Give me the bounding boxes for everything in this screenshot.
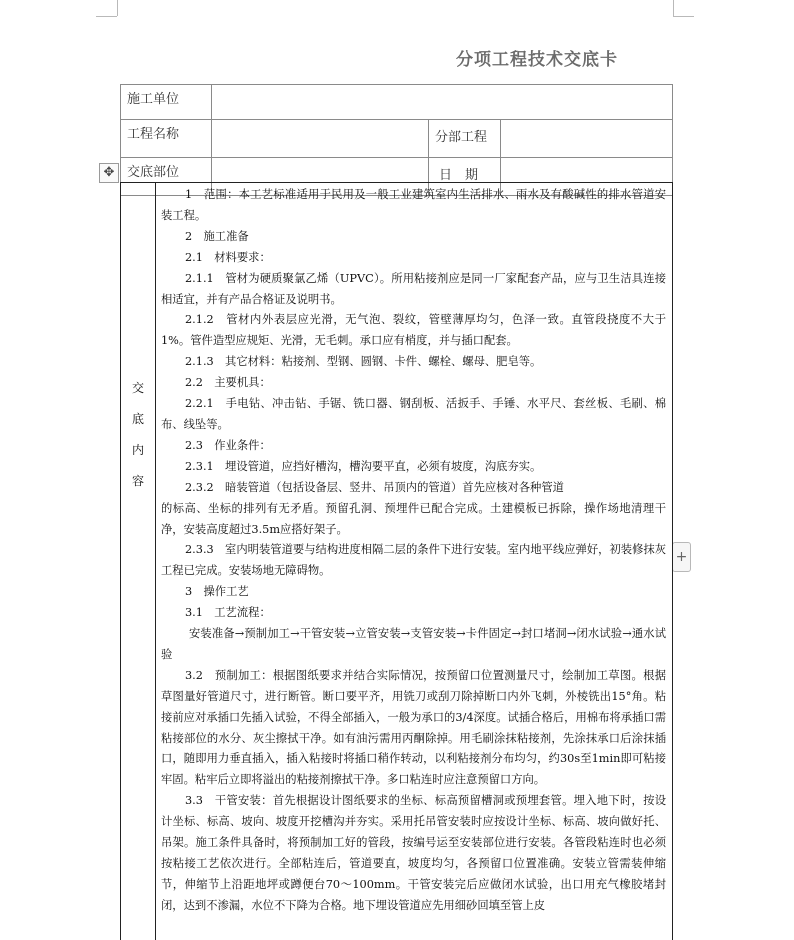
- paragraph: 2.2.1 手电钻、冲击钻、手锯、铣口器、钢刮板、活扳手、手锤、水平尺、套丝板、毛刷、棉布、线坠等。: [161, 397, 666, 431]
- paragraph: 2.1 材料要求：: [185, 250, 271, 264]
- page-corner-mark: [673, 0, 674, 16]
- paragraph: 3.3 干管安装：首先根据设计图纸要求的坐标、标高预留槽洞或预埋套管。埋入地下时，按设计坐标、标高、坡向、坡度开挖槽沟并夯实。采用托吊管安装时应按设计坐标、标高、坡向做好托、吊架。施工条件具备时，将预制加工好的管段，按编号运至安装部位进行安装。各管段粘连时也必须按粘接工艺依次进行。全部粘连后，管道要直，坡度均匀，各预留口位置准确。安装立管需装伸缩节，伸缩节上沿距地坪或蹲便台70～100mm。干管安装完后应做闭水试验，出口用充气橡胶堵封闭，达到不渗漏，水位不下降为合格。地下埋设管道应先用细砂回填至管上皮: [161, 794, 666, 912]
- sub-project-label: 分部工程: [429, 120, 501, 158]
- handover-content-table: [120, 182, 673, 940]
- project-name-field[interactable]: [212, 120, 429, 158]
- project-name-label: 工程名称: [121, 120, 212, 158]
- paragraph: 1 范围：本工艺标准适用于民用及一般工业建筑室内生活排水、雨水及有酸碱性的排水管道安装工程。: [161, 188, 666, 222]
- paragraph: 3 操作工艺: [185, 585, 249, 599]
- paragraph: 2.1.3 其它材料：粘接剂、型钢、圆钢、卡件、螺栓、螺母、肥皂等。: [185, 355, 542, 369]
- paragraph: 2.3.2 暗装管道（包括设备层、竖井、吊顶内的管道）首先应核对各种管道: [185, 480, 564, 494]
- paragraph: 3.1 工艺流程：: [185, 606, 271, 620]
- sub-project-field[interactable]: [501, 120, 673, 158]
- paragraph: 2 施工准备: [185, 229, 249, 243]
- move-icon[interactable]: ✥: [99, 163, 119, 183]
- paragraph: 2.1.2 管材内外表层应光滑，无气泡、裂纹，管壁薄厚均匀，色泽一致。直管段挠度不大于1%。管件造型应规矩、光滑，无毛刺。承口应有梢度，并与插口配套。: [161, 313, 666, 348]
- side-label-char: 底: [131, 412, 144, 426]
- handover-content-body[interactable]: [161, 185, 666, 917]
- page-corner-mark: [96, 16, 117, 17]
- document-title: 分项工程技术交底卡: [456, 50, 618, 70]
- construction-unit-label: 施工单位: [121, 85, 212, 120]
- page-corner-mark: [673, 16, 694, 17]
- date-label: 日 期: [429, 158, 501, 196]
- page-corner-mark: [117, 0, 118, 16]
- table-row: [121, 85, 673, 120]
- handover-part-label: 交底部位: [121, 158, 212, 196]
- paragraph: 3.2 预制加工：根据图纸要求并结合实际情况，按预留口位置测量尺寸，绘制加工草图。根据草图量好管道尺寸，进行断管。断口要平齐，用铣刀或刮刀除掉断口内外飞刺，外棱铣出15°角。粘接前应对承插口先插入试验，不得全部插入，一般为承口的3/4深度。试插合格后，用棉布将承插口需粘接部位的水分、灰尘擦拭干净。如有油污需用丙酮除掉。用毛刷涂抹粘接剂，先涂抹承口后涂抹插口，随即用力垂直插入，插入粘接时将插口稍作转动，以利粘接剂分布均匀，约30s至1min即可粘接牢固。粘牢后立即将溢出的粘接剂擦拭干净。多口粘连时应注意预留口方向。: [161, 668, 666, 787]
- side-label-char: 容: [131, 474, 144, 488]
- paragraph: 2.2 主要机具：: [185, 376, 271, 390]
- paragraph: 的标高、坐标的排列有无矛盾。预留孔洞、预埋件已配合完成。土建模板已拆除，操作场地清理干净，安装高度超过3.5m应搭好架子。: [161, 501, 666, 536]
- table-row: [121, 120, 673, 158]
- paragraph: 2.1.1 管材为硬质聚氯乙烯（UPVC）。所用粘接剂应是同一厂家配套产品，应与卫生洁具连接相适宜，并有产品合格证及说明书。: [161, 271, 666, 306]
- plus-icon[interactable]: +: [672, 542, 691, 572]
- side-label-char: 交: [131, 381, 144, 395]
- side-label-column: [121, 183, 156, 940]
- header-table: [120, 84, 673, 196]
- paragraph: 2.3.1 埋设管道，应挡好槽沟，槽沟要平直，必须有坡度，沟底夯实。: [185, 459, 542, 473]
- paragraph: 安装准备→预制加工→干管安装→立管安装→支管安装→卡件固定→封口堵洞→闭水试验→通水试验: [161, 627, 666, 661]
- paragraph: 2.3.3 室内明装管道要与结构进度相隔二层的条件下进行安装。室内地平线应弹好，初装修抹灰工程已完成。安装场地无障碍物。: [161, 543, 666, 578]
- paragraph: 2.3 作业条件：: [185, 438, 271, 452]
- construction-unit-field[interactable]: [212, 85, 673, 120]
- side-label-char: 内: [131, 443, 144, 457]
